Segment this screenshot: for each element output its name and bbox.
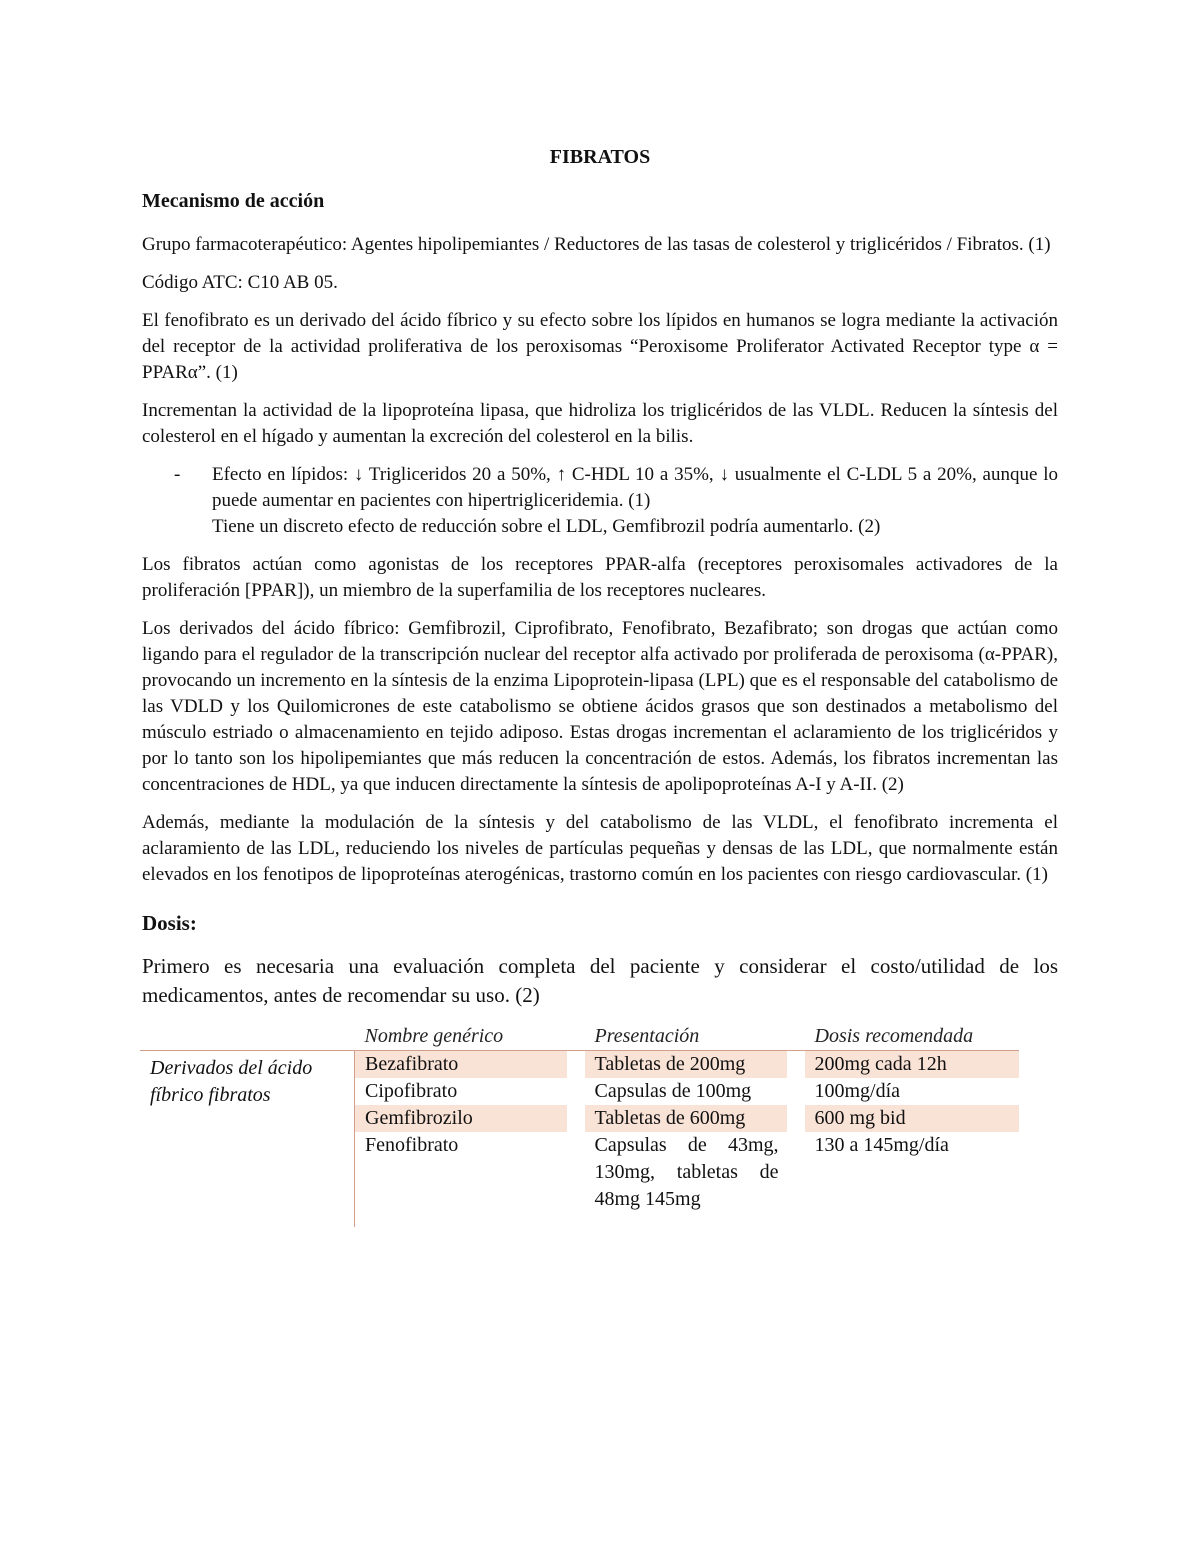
table-cell-presentacion: Tabletas de 200mg xyxy=(585,1051,787,1079)
table-cell-dosis: 100mg/día xyxy=(814,1080,901,1102)
table-cell-presentacion: Capsulas de 100mg xyxy=(594,1080,752,1102)
table-cell-nombre: Cipofibrato xyxy=(365,1080,458,1102)
table-header-presentacion: Presentación xyxy=(585,1022,787,1051)
table-header-empty xyxy=(140,1022,355,1051)
paragraph-ademas: Además, mediante la modulación de la síntesis y del catabolismo de las VLDL, el fenofibrato incrementa el aclaramiento de las LDL, reduciendo los niveles de partículas pequeñas y densas de las LDL, que normalmente están elevados en los fenotipos de lipoproteínas aterogénicas, trastorno común en los pacientes con riesgo cardiovascular. (1) xyxy=(142,812,1058,885)
table-cell-dosis: 200mg cada 12h xyxy=(805,1051,1019,1079)
paragraph-codigo: Código ATC: C10 AB 05. xyxy=(142,272,338,293)
table-cell-dosis: 600 mg bid xyxy=(805,1105,1019,1132)
paragraph-fenofibrato: El fenofibrato es un derivado del ácido fíbrico y su efecto sobre los lípidos en humanos se logra mediante la activación del receptor de la actividad proliferativa de los peroxisomas “Peroxisome Proliferator Activated Receptor type α = PPARα”. (1) xyxy=(142,310,1058,383)
section-heading-mecanismo: Mecanismo de acción xyxy=(142,190,325,212)
paragraph-incrementan: Incrementan la actividad de la lipoproteína lipasa, que hidroliza los triglicéridos de las VLDL. Reducen la síntesis del colesterol en el hígado y aumentan la excreción del colesterol en la bilis. xyxy=(142,400,1058,447)
table-row xyxy=(140,1051,1019,1079)
paragraph-derivados: Los derivados del ácido fíbrico: Gemfibrozil, Ciprofibrato, Fenofibrato, Bezafibrato; son drogas que actúan como ligando para el regulador de la transcripción nuclear del receptor alfa activado por proliferada de peroxisoma (α-PPAR), provocando un incremento en la síntesis de la enzima Lipoprotein-lipasa (LPL) que es el responsable del catabolismo de las VDLD y los Quilomicrones de este catabolismo se obtiene ácidos grasos que son destinados a metabolismo del músculo estriado o almacenamiento en tejido adiposo. Estas drogas incrementan el aclaramiento de los triglicéridos y por lo tanto son los hipolipemiantes que más reducen la concentración de estos. Además, los fibratos incrementan las concentraciones de HDL, ya que inducen directamente la síntesis de apolipoproteínas A-I y A-II. (2) xyxy=(142,618,1058,795)
paragraph-grupo: Grupo farmacoterapéutico: Agentes hipolipemiantes / Reductores de las tasas de colesterol y triglicéridos / Fibratos. (1) xyxy=(142,234,1051,255)
document-page xyxy=(142,140,1058,1227)
list-dash: - xyxy=(174,464,181,485)
paragraph-dosis-intro: Primero es necesaria una evaluación completa del paciente y considerar el costo/utilidad de los medicamentos, antes de recomendar su uso. (2) xyxy=(142,954,1058,1007)
table-header-dosis: Dosis recomendada xyxy=(805,1022,1019,1051)
document-title: FIBRATOS xyxy=(549,146,651,168)
table-cell-presentacion: Capsulas de 43mg, 130mg, tabletas de 48mg 145mg xyxy=(594,1134,779,1210)
table-spacer-row xyxy=(140,1213,1019,1227)
table-cell-presentacion: Tabletas de 600mg xyxy=(585,1105,787,1132)
table-header-row xyxy=(140,1022,1019,1051)
table-cell-nombre: Fenofibrato xyxy=(365,1134,459,1156)
paragraph-agonistas: Los fibratos actúan como agonistas de los receptores PPAR-alfa (receptores peroxisomales activadores de la proliferación [PPAR]), un miembro de la superfamilia de los receptores nucleares. xyxy=(142,554,1058,601)
table-header-nombre: Nombre genérico xyxy=(355,1022,567,1051)
table-group-label: Derivados del ácido fíbrico fibratos xyxy=(140,1051,355,1214)
list-line-efecto: Efecto en lípidos: ↓ Trigliceridos 20 a 50%, ↑ C-HDL 10 a 35%, ↓ usualmente el C-LDL 5 a 20%, aunque lo puede aumentar en pacientes con hipertrigliceridemia. (1) xyxy=(212,464,1058,511)
table-cell-nombre: Gemfibrozilo xyxy=(355,1105,567,1132)
table-cell-dosis: 130 a 145mg/día xyxy=(814,1134,949,1156)
section-heading-dosis: Dosis: xyxy=(142,911,197,935)
dosage-table xyxy=(140,1022,1019,1227)
list-item xyxy=(212,462,1058,540)
list-line-discreto: Tiene un discreto efecto de reducción sobre el LDL, Gemfibrozil podría aumentarlo. (2) xyxy=(212,516,881,537)
table-cell-nombre: Bezafibrato xyxy=(355,1051,567,1079)
bullet-list xyxy=(142,462,1058,540)
